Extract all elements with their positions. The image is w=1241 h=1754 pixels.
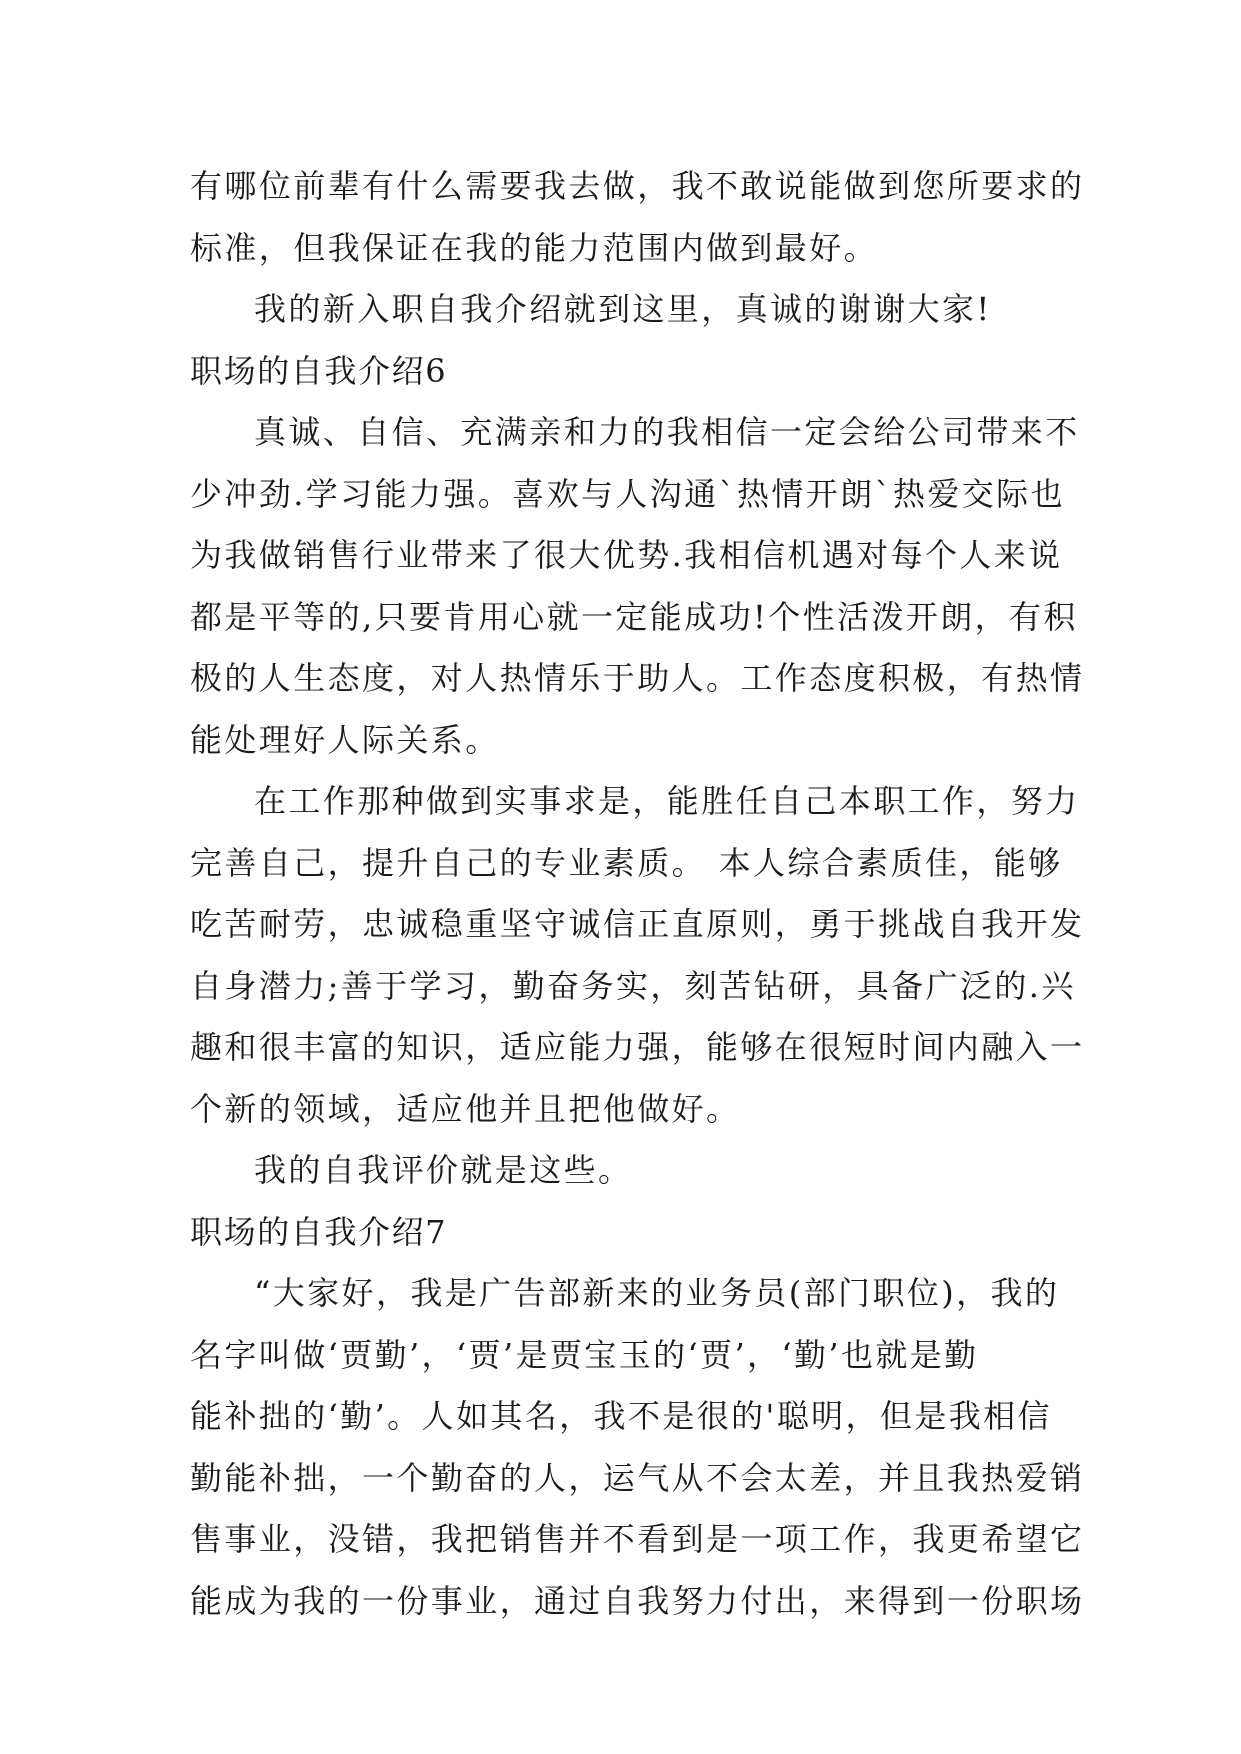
text-line: 都是平等的,只要肯用心就一定能成功!个性活泼开朗，有积 [190, 597, 1078, 636]
text-line: 个新的领域，适应他并且把他做好。 [190, 1089, 741, 1128]
text-line: 自身潜力;善于学习，勤奋务实，刻苦钻研，具备广泛的.兴 [190, 966, 1076, 1005]
section-heading: 职场的自我介绍6 [190, 351, 448, 390]
document-body [190, 156, 1085, 1632]
text-line: 标准，但我保证在我的能力范围内做到最好。 [190, 228, 879, 267]
text-line: 我的自我评价就是这些。 [254, 1151, 633, 1189]
text-line: 趣和很丰富的知识，适应能力强，能够在很短时间内融入一 [190, 1028, 1085, 1066]
text-line: 勤能补拙，一个勤奋的人，运气从不会太差，并且我热爱销 [190, 1458, 1085, 1497]
text-line: 少冲劲.学习能力强。喜欢与人沟通`热情开朗`热爱交际也 [190, 474, 1065, 513]
text-line: 能成为我的一份事业，通过自我努力付出，来得到一份职场 [190, 1581, 1085, 1620]
text-line: 完善自己，提升自己的专业素质。 本人综合素质佳，能够 [190, 843, 1063, 882]
section-heading: 职场的自我介绍7 [190, 1212, 448, 1251]
text-line: “大家好，我是广告部新来的业务员(部门职位)，我的 [254, 1274, 1060, 1312]
text-line: 真诚、自信、充满亲和力的我相信一定会给公司带来不 [254, 413, 1080, 451]
text-line: 能处理好人际关系。 [190, 720, 500, 759]
text-line: 有哪位前辈有什么需要我去做，我不敢说能做到您所要求的 [190, 167, 1085, 205]
text-line: 在工作那种做到实事求是，能胜任自己本职工作，努力 [254, 782, 1080, 820]
text-line: 我的新入职自我介绍就到这里，真诚的谢谢大家! [254, 290, 992, 328]
text-line: 售事业，没错，我把销售并不看到是一项工作，我更希望它 [190, 1520, 1085, 1558]
text-line: 能补拙的‘勤’。人如其名，我不是很的'聪明，但是我相信 [190, 1397, 1052, 1435]
text-line: 吃苦耐劳，忠诚稳重坚守诚信正直原则，勇于挑战自我开发 [190, 905, 1085, 943]
text-line: 名字叫做‘贾勤’，‘贾’是贾宝玉的‘贾’，‘勤’也就是勤 [190, 1335, 979, 1374]
text-line: 为我做销售行业带来了很大优势.我相信机遇对每个人来说 [190, 536, 1063, 574]
text-line: 极的人生态度，对人热情乐于助人。工作态度积极，有热情 [190, 659, 1085, 697]
